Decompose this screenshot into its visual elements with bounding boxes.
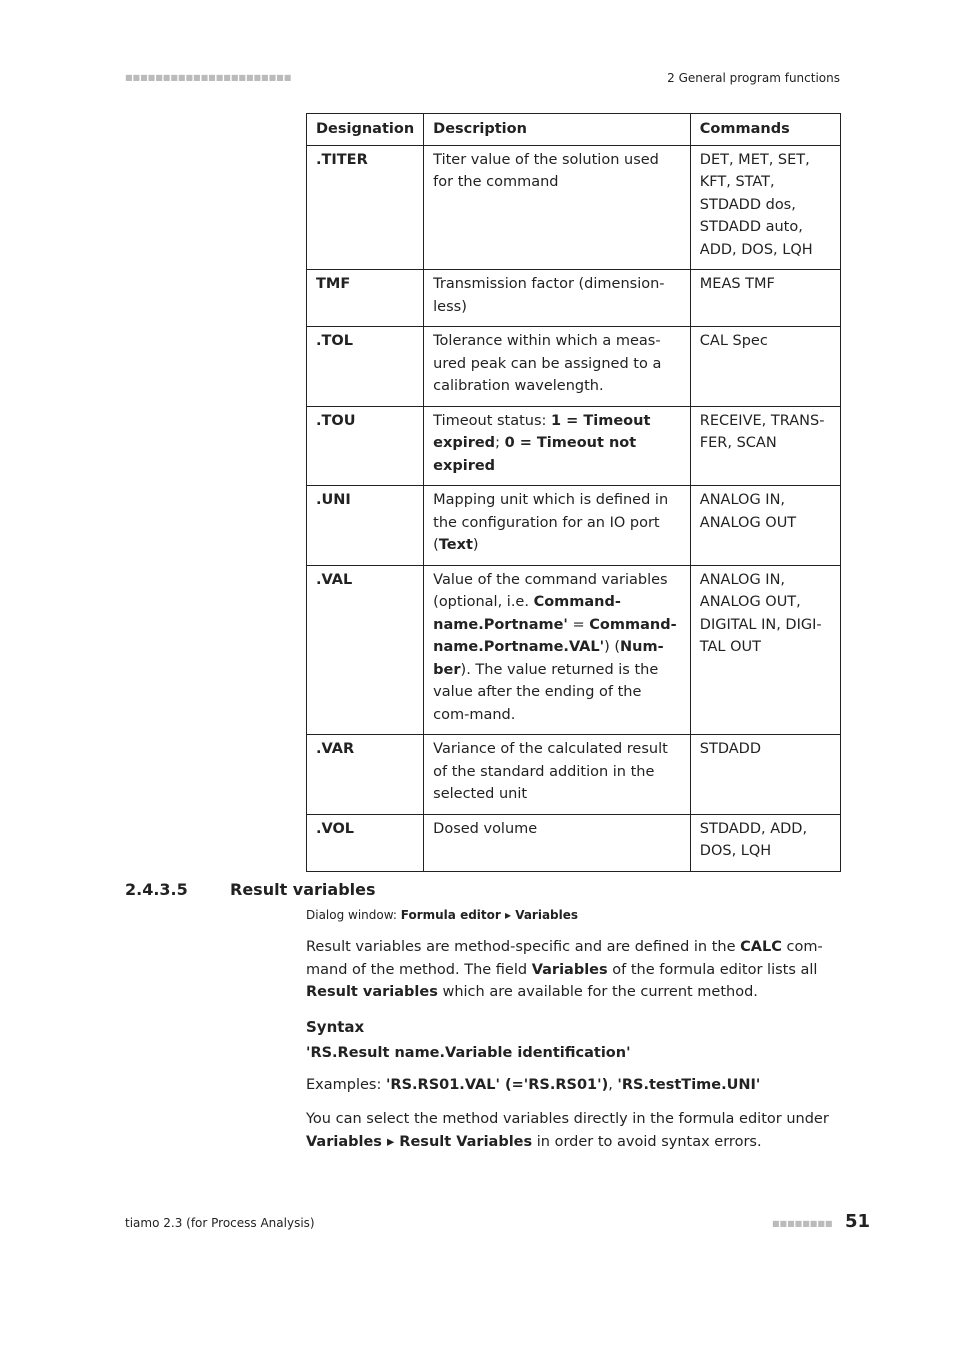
designation-cell: TMF bbox=[307, 270, 424, 327]
paragraph-text: in order to avoid syntax errors. bbox=[532, 1133, 762, 1150]
designation-cell: .VAR bbox=[307, 735, 424, 815]
examples-separator: , bbox=[608, 1076, 618, 1093]
dialog-path-line bbox=[306, 908, 578, 922]
footer-decoration: ■■■■■■■■ bbox=[772, 1219, 833, 1228]
intro-paragraph bbox=[306, 936, 841, 1004]
description-cell: Transmission factor (dimension-less) bbox=[424, 270, 691, 327]
description-text: ; bbox=[495, 435, 505, 451]
designation-cell: .VOL bbox=[307, 814, 424, 871]
designation-cell: .VAL bbox=[307, 565, 424, 735]
description-bold: Command-name.Portname' bbox=[433, 594, 621, 633]
header-decoration: ■■■■■■■■■■■■■■■■■■■■■■ bbox=[125, 73, 292, 82]
commands-cell: DET, MET, SET, KFT, STAT, STDADD dos, STDADD auto, ADD, DOS, LQH bbox=[690, 145, 840, 270]
table-row bbox=[307, 145, 841, 270]
table-row bbox=[307, 327, 841, 407]
paragraph-text: com-mand of the method. The field bbox=[306, 939, 823, 978]
description-bold: Num-ber bbox=[433, 639, 664, 678]
description-cell: Dosed volume bbox=[424, 814, 691, 871]
description-bold: 1 = Timeout expired bbox=[433, 412, 651, 451]
paragraph-bold: Result variables bbox=[306, 984, 438, 1000]
table-row bbox=[307, 814, 841, 871]
description-bold: Text bbox=[438, 537, 473, 553]
example-1: 'RS.RS01.VAL' (='RS.RS01') bbox=[385, 1076, 609, 1093]
commands-cell: MEAS TMF bbox=[690, 270, 840, 327]
table-header-row bbox=[307, 114, 841, 146]
description-cell bbox=[424, 486, 691, 566]
table-row bbox=[307, 565, 841, 735]
description-cell: Titer value of the solution used for the command bbox=[424, 145, 691, 270]
description-text: Timeout status: bbox=[433, 412, 552, 429]
syntax-heading: Syntax bbox=[306, 1017, 365, 1036]
description-bold: Command-name.Portname.VAL' bbox=[433, 616, 677, 655]
column-header-commands: Commands bbox=[690, 114, 840, 146]
description-text: = bbox=[567, 616, 590, 633]
dialog-path: Formula editor ▸ Variables bbox=[400, 908, 579, 922]
table-row bbox=[307, 486, 841, 566]
syntax-line: 'RS.Result name.Variable identification' bbox=[306, 1045, 631, 1061]
designation-cell: .UNI bbox=[307, 486, 424, 566]
description-cell bbox=[424, 406, 691, 486]
variables-table bbox=[306, 113, 841, 872]
table-row bbox=[307, 270, 841, 327]
closing-paragraph bbox=[306, 1108, 841, 1153]
description-text: ). The value returned is the value after the ending of the com-mand. bbox=[433, 661, 659, 723]
commands-cell: ANALOG IN, ANALOG OUT, DIGITAL IN, DIGI-TAL OUT bbox=[690, 565, 840, 735]
commands-cell: CAL Spec bbox=[690, 327, 840, 407]
description-cell: Variance of the calculated result of the standard addition in the selected unit bbox=[424, 735, 691, 815]
section-body bbox=[306, 936, 841, 1165]
description-text: ) bbox=[472, 537, 479, 553]
paragraph-bold: CALC bbox=[740, 939, 782, 955]
paragraph-text: You can select the method variables directly in the formula editor under bbox=[306, 1111, 829, 1127]
page-number: 51 bbox=[845, 1211, 871, 1232]
description-text: Mapping unit which is defined in the configuration for an IO port ( bbox=[433, 492, 669, 553]
section-number: 2.4.3.5 bbox=[125, 880, 188, 899]
dialog-prefix: Dialog window: bbox=[306, 908, 401, 922]
designation-cell: .TOU bbox=[307, 406, 424, 486]
paragraph-text: Result variables are method-specific and are defined in the bbox=[306, 939, 741, 955]
designation-cell: .TITER bbox=[307, 145, 424, 270]
chapter-header: 2 General program functions bbox=[667, 71, 840, 85]
commands-cell: RECEIVE, TRANS-FER, SCAN bbox=[690, 406, 840, 486]
description-bold: 0 = Timeout not expired bbox=[433, 435, 637, 474]
commands-cell: STDADD bbox=[690, 735, 840, 815]
column-header-description: Description bbox=[424, 114, 691, 146]
examples-paragraph bbox=[306, 1074, 841, 1097]
description-text: Value of the command variables (optional, i.e. bbox=[433, 571, 668, 610]
table-row bbox=[307, 735, 841, 815]
paragraph-text: which are available for the current method. bbox=[437, 984, 758, 1000]
section-title: Result variables bbox=[230, 880, 376, 899]
examples-prefix: Examples: bbox=[306, 1076, 386, 1093]
designation-cell: .TOL bbox=[307, 327, 424, 407]
paragraph-text: of the formula editor lists all bbox=[607, 961, 818, 978]
example-2: 'RS.testTime.UNI' bbox=[617, 1076, 761, 1093]
table-row bbox=[307, 406, 841, 486]
commands-cell: ANALOG IN, ANALOG OUT bbox=[690, 486, 840, 566]
description-cell bbox=[424, 565, 691, 735]
column-header-designation: Designation bbox=[307, 114, 424, 146]
description-text: ) ( bbox=[604, 639, 621, 655]
paragraph-bold: Variables ▸ Result Variables bbox=[306, 1133, 533, 1150]
footer-product: tiamo 2.3 (for Process Analysis) bbox=[125, 1216, 315, 1230]
description-cell: Tolerance within which a meas-ured peak can be assigned to a calibration wavelength. bbox=[424, 327, 691, 407]
paragraph-bold: Variables bbox=[531, 961, 608, 978]
commands-cell: STDADD, ADD, DOS, LQH bbox=[690, 814, 840, 871]
